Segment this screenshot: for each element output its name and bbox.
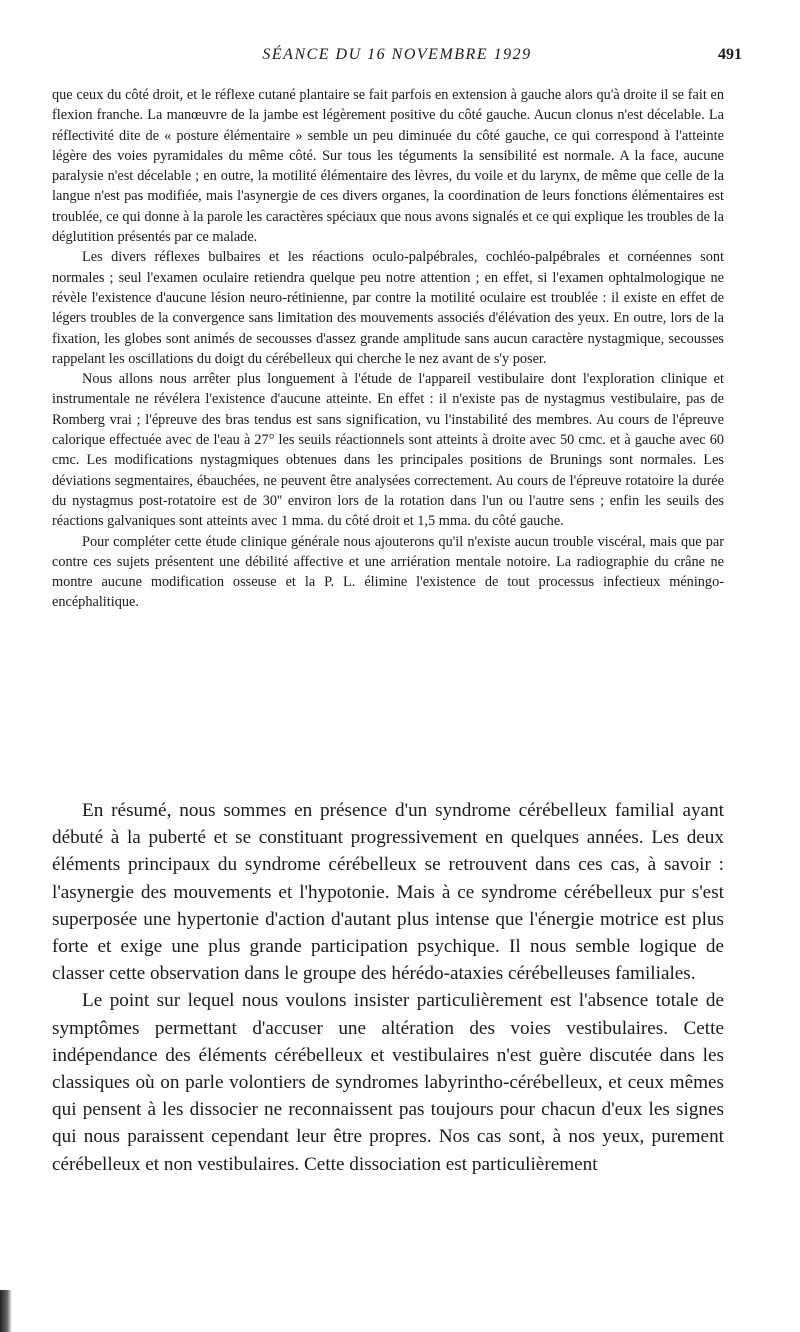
- paragraph: En résumé, nous sommes en présence d'un syndrome cérébelleux familial ayant débuté à la puberté et se constituant progressivement en quelques années. Les deux éléments principaux du syndrome cérébelleux se retrouvent dans ces cas, à savoir : l'asynergie des mouvements et l'hypotonie. Mais à ce syndrome cérébelleux pur s'est superposée une hypertonie d'action d'autant plus intense que l'énergie motrice est plus forte et exige une plus grande participation psychique. Il nous semble logique de classer cette observation dans le groupe des hérédo-ataxies cérébelleuses familiales.: [52, 800, 724, 985]
- page-header: [52, 46, 742, 70]
- paragraph: que ceux du côté droit, et le réflexe cutané plantaire se fait parfois en extension à gauche alors qu'à droite il se fait en flexion franche. La manœuvre de la jambe est légèrement positive du côté gauche. Aucun clonus n'est décelable. La réflectivité dite de « posture élémentaire » semble un peu diminuée du côté gauche, ce qui correspond à l'atteinte légère des voies pyramidales du même côté. Sur tous les téguments la sensibilité est normale. A la face, aucune paralysie n'est décelable ; en outre, la motilité élémentaire des lèvres, du voile et du larynx, de même que celle de la langue n'est pas modifiée, mais l'asynergie de ces divers organes, la coordination de leurs fonctions élémentaires est troublée, ce qui donne à la parole les caractères spéciaux que nous avons signalés et ce qui explique les troubles de la déglutition présentés par ce malade.: [52, 87, 724, 246]
- book-spine-shadow: [0, 1290, 12, 1332]
- paragraph: Nous allons nous arrêter plus longuement à l'étude de l'appareil vestibulaire dont l'exploration clinique et instrumentale ne révélera l'existence d'aucune atteinte. En effet : il n'existe pas de nystagmus vestibulaire, pas de Romberg vrai ; l'épreuve des bras tendus est sans signification, vu l'instabilité des membres. Au cours de l'épreuve calorique effectuée avec de l'eau à 27° les seuils réactionnels sont atteints à droite avec 50 cmc. et à gauche avec 60 cmc. Les modifications nystagmiques obtenues dans les principales positions de Brunings sont normales. Les déviations segmentaires, ébauchées, ne peuvent être analysées correctement. Au cours de l'épreuve rotatoire la durée du nystagmus post-rotatoire est de 30'' environ lors de la rotation dans l'un ou l'autre sens ; enfin les seuils des réactions galvaniques sont atteints avec 1 mma. du côté droit et 1,5 mma. du côté gauche.: [52, 371, 724, 530]
- paragraph: Les divers réflexes bulbaires et les réactions oculo-palpébrales, cochléo-palpébrales et cornéennes sont normales ; seul l'examen oculaire retiendra quelque peu notre attention ; en effet, si l'examen ophtalmologique ne révèle l'existence d'aucune lésion neuro-rétinienne, par contre la motilité oculaire est troublée : il existe en effet de légers troubles de la convergence sans limitation des mouvements associés d'élévation des yeux. En outre, lors de la fixation, les globes sont animés de secousses d'assez grande amplitude sans aucun caractère nystagmique, secousses rappelant les oscillations du doigt du cérébelleux qui cherche le nez avant de s'y poser.: [52, 249, 724, 367]
- page-number: 491: [718, 46, 742, 63]
- small-print-section: [52, 85, 724, 613]
- running-title: SÉANCE DU 16 NOVEMBRE 1929: [262, 46, 532, 63]
- paragraph: Le point sur lequel nous voulons insister particulièrement est l'absence totale de symptômes permettant d'accuser une altération des voies vestibulaires. Cette indépendance des éléments cérébelleux et vestibulaires n'est guère discutée dans les classiques où on parle volontiers de syndromes labyrintho-cérébelleux, et ceux mêmes qui pensent à les dissocier ne reconnaissent pas toujours pour chacun d'eux les signes qui nous paraissent cependant leur être propres. Nos cas sont, à nos yeux, purement cérébelleux et non vestibulaires. Cette dissociation est particulièrement: [52, 990, 724, 1175]
- large-print-section: [52, 797, 724, 1178]
- paragraph: Pour compléter cette étude clinique générale nous ajouterons qu'il n'existe aucun trouble viscéral, mais que par contre ces sujets présentent une débilité affective et une arriération mentale notoire. La radiographie du crâne ne montre aucune modification osseuse et la P. L. élimine l'existence de tout processus infectieux méningo-encéphalitique.: [52, 533, 724, 611]
